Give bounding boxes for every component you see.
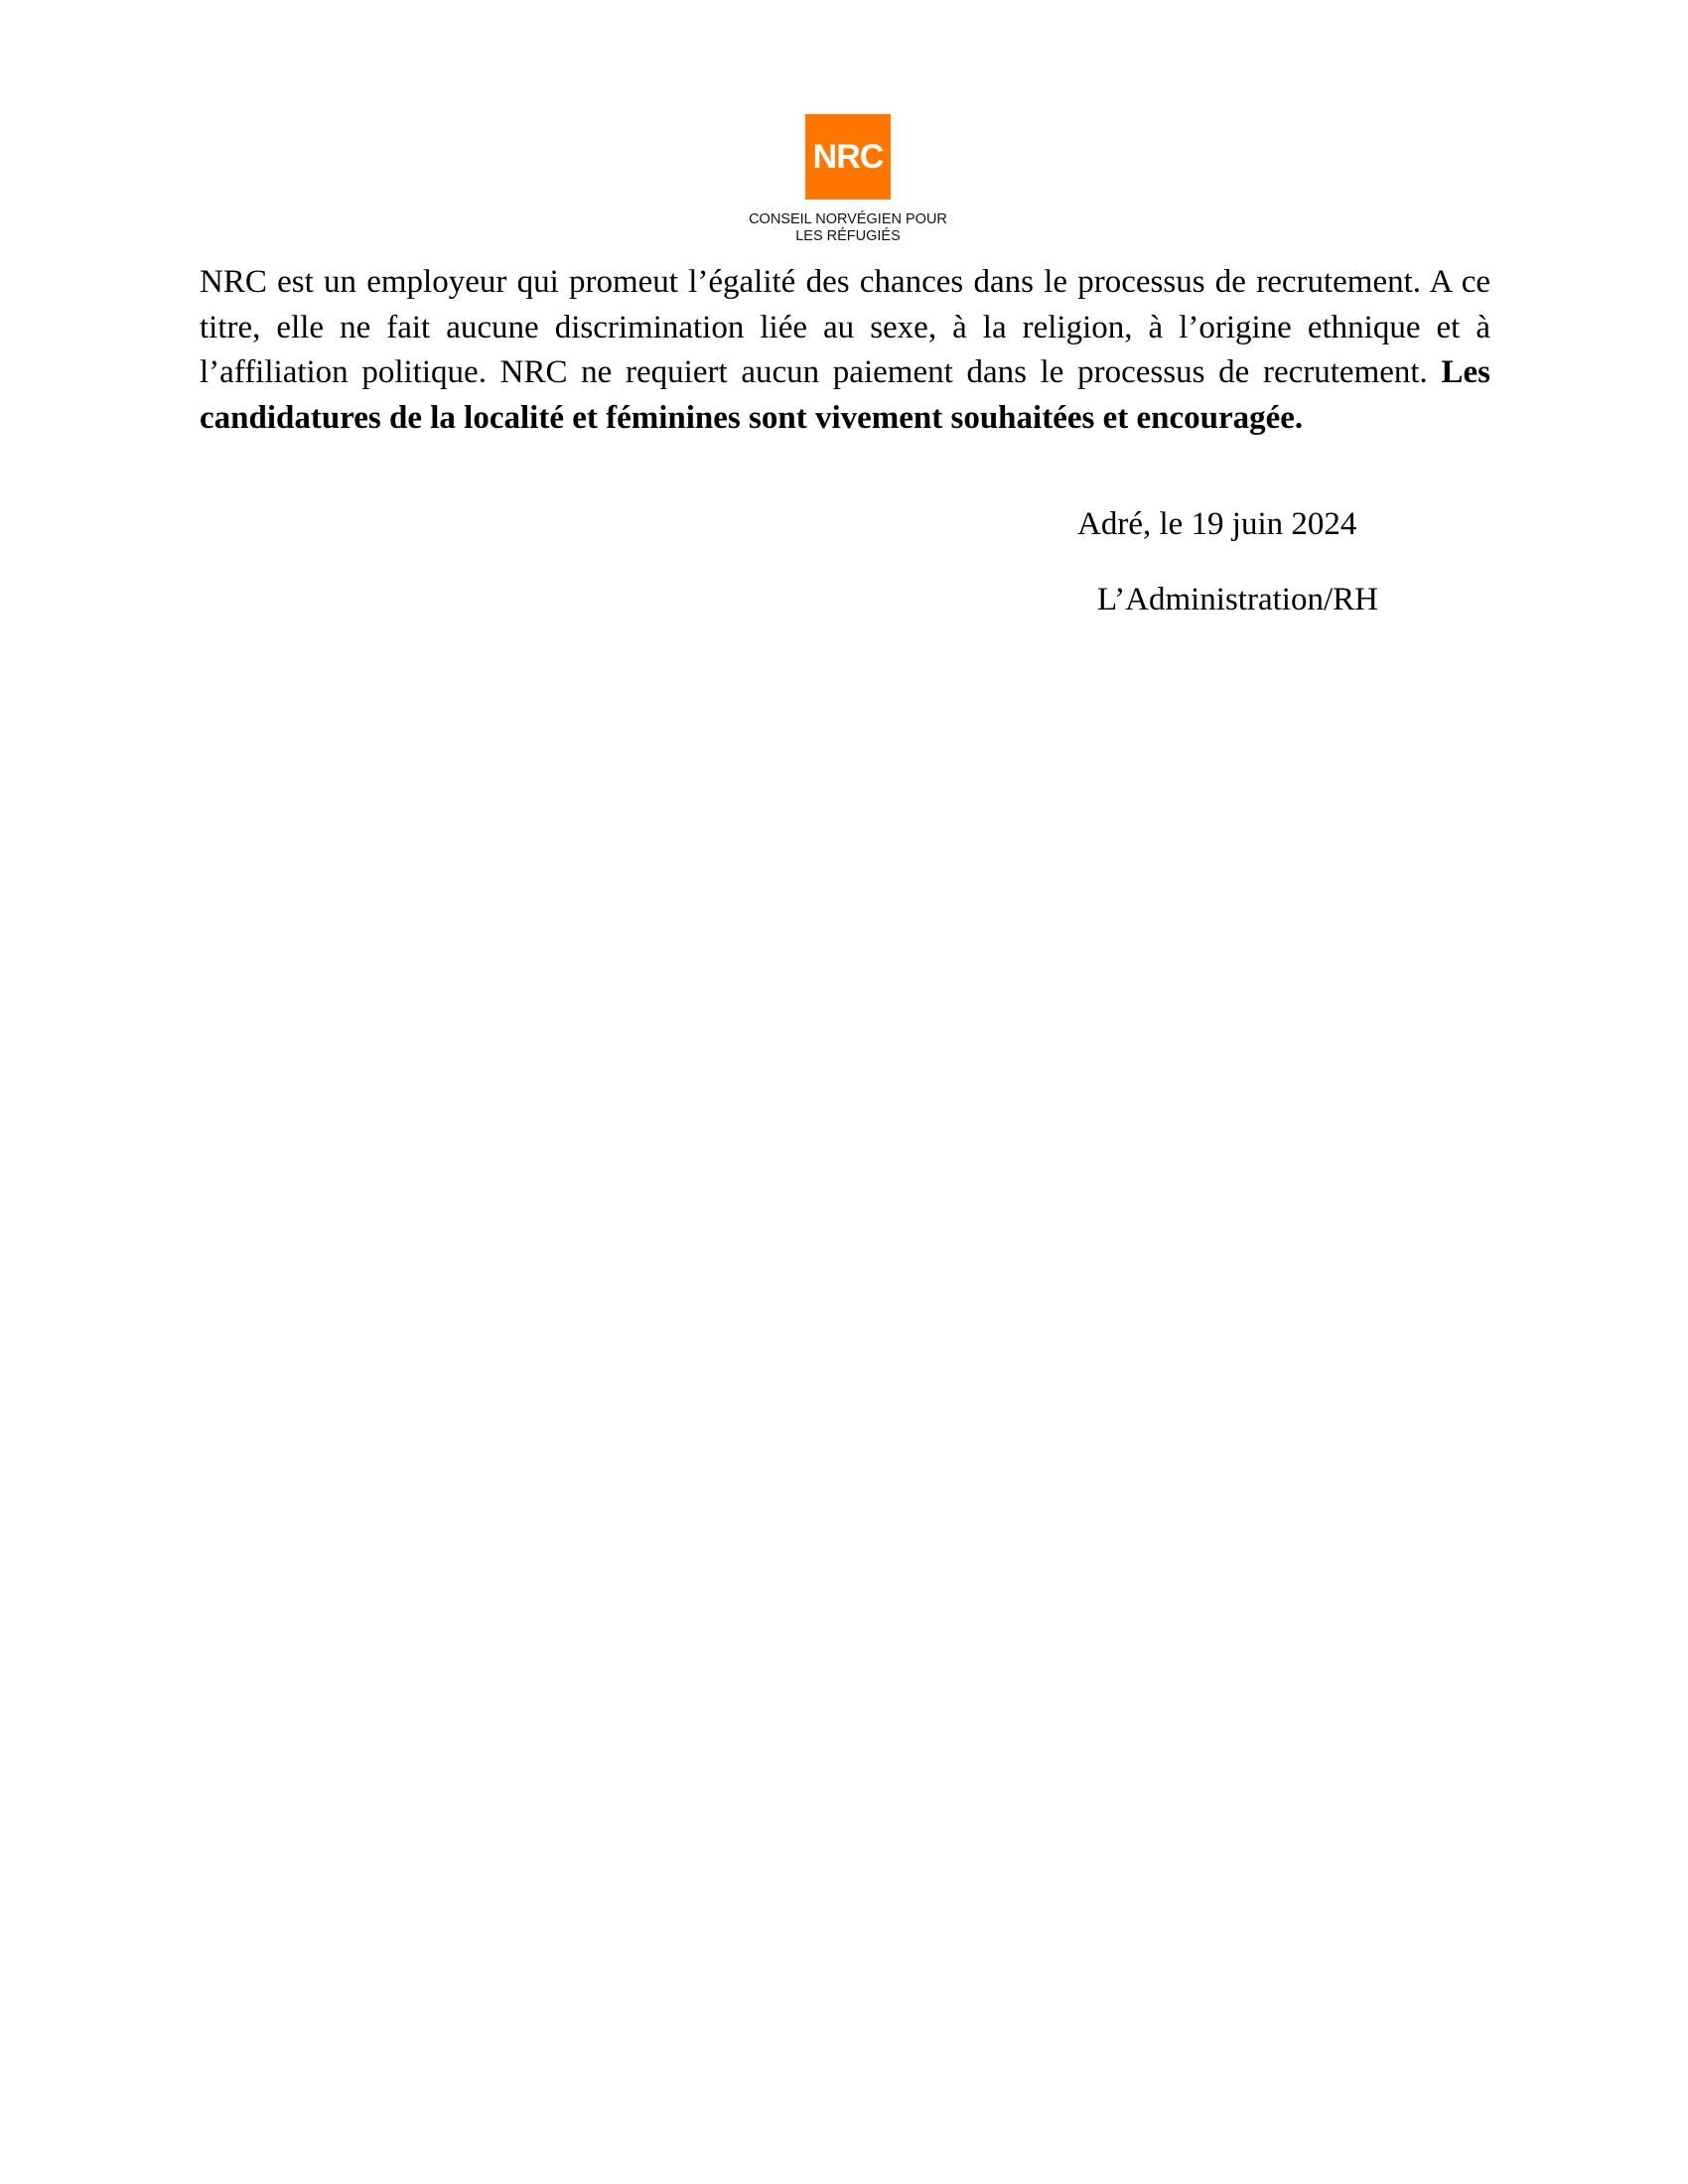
equal-opportunity-paragraph [200,260,1490,441]
nrc-logo [739,114,957,245]
logo-subtitle-line-2: LES RÉFUGIÉS [795,228,901,244]
nrc-logo-subtitle [739,211,957,245]
paragraph-bold-text: Les candidatures de la localité et féminines sont vivement souhaitées et encouragée. [200,354,1490,436]
nrc-logo-mark: NRC [805,114,891,200]
logo-subtitle-line-1: CONSEIL NORVÉGIEN POUR [749,211,947,227]
place-and-date: Adré, le 19 juin 2024 [1077,506,1357,542]
paragraph-regular-text: NRC est un employeur qui promeut l’égalité des chances dans le processus de recrutement. A ce titre, elle ne fait aucune discrimination liée au sexe, à la religion, à l’origine ethnique et à l’affiliation politique. NRC ne requiert aucun paiement dans le processus de recrutement. [200,264,1490,390]
signatory: L’Administration/RH [1097,582,1378,617]
